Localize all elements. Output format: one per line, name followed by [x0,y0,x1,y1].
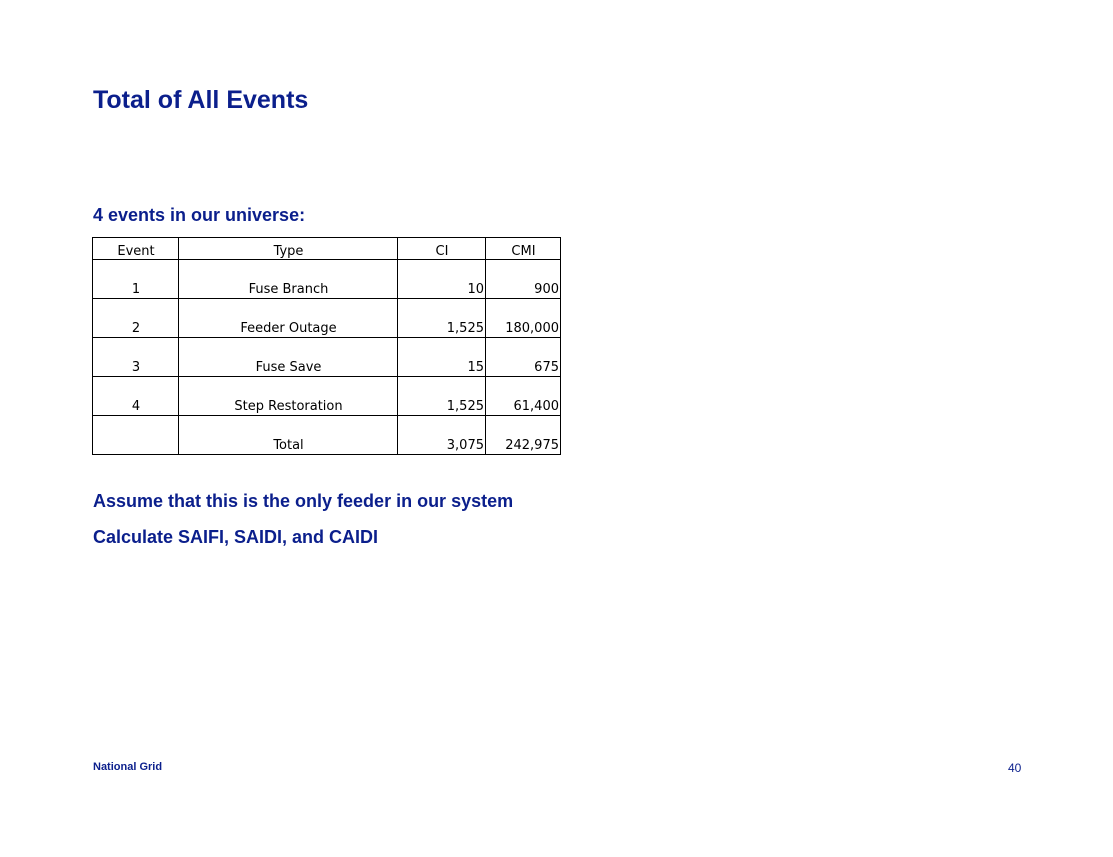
header-ci: CI [398,238,486,260]
cell-ci: 1,525 [398,377,486,416]
cell-ci: 15 [398,338,486,377]
total-ci: 3,075 [398,416,486,455]
footer-company: National Grid [93,761,163,773]
events-subheading: 4 events in our universe: [93,205,306,225]
cell-type: Step Restoration [179,377,398,416]
header-event: Event [93,238,179,260]
cell-cmi: 900 [486,260,561,299]
total-cmi: 242,975 [486,416,561,455]
cell-cmi: 180,000 [486,299,561,338]
table-row [93,338,561,377]
page-number: 40 [1008,761,1022,775]
cell-type: Fuse Branch [179,260,398,299]
cell-type: Fuse Save [179,338,398,377]
slide-title: Total of All Events [93,86,309,114]
cell-event: 3 [93,338,179,377]
cell-ci: 1,525 [398,299,486,338]
cell-ci: 10 [398,260,486,299]
cell-event: 2 [93,299,179,338]
total-label: Total [179,416,398,455]
table-row [93,299,561,338]
table-header-row [93,238,561,260]
cell-type: Feeder Outage [179,299,398,338]
header-type: Type [179,238,398,260]
header-cmi: CMI [486,238,561,260]
cell-cmi: 61,400 [486,377,561,416]
assumption-statement: Assume that this is the only feeder in our system [93,491,514,511]
table-row [93,260,561,299]
table-row [93,377,561,416]
cell-event: 1 [93,260,179,299]
table-total-row [93,416,561,455]
cell-event: 4 [93,377,179,416]
calculation-statement: Calculate SAIFI, SAIDI, and CAIDI [93,527,379,547]
cell-cmi: 675 [486,338,561,377]
events-table [92,237,561,455]
total-event [93,416,179,455]
